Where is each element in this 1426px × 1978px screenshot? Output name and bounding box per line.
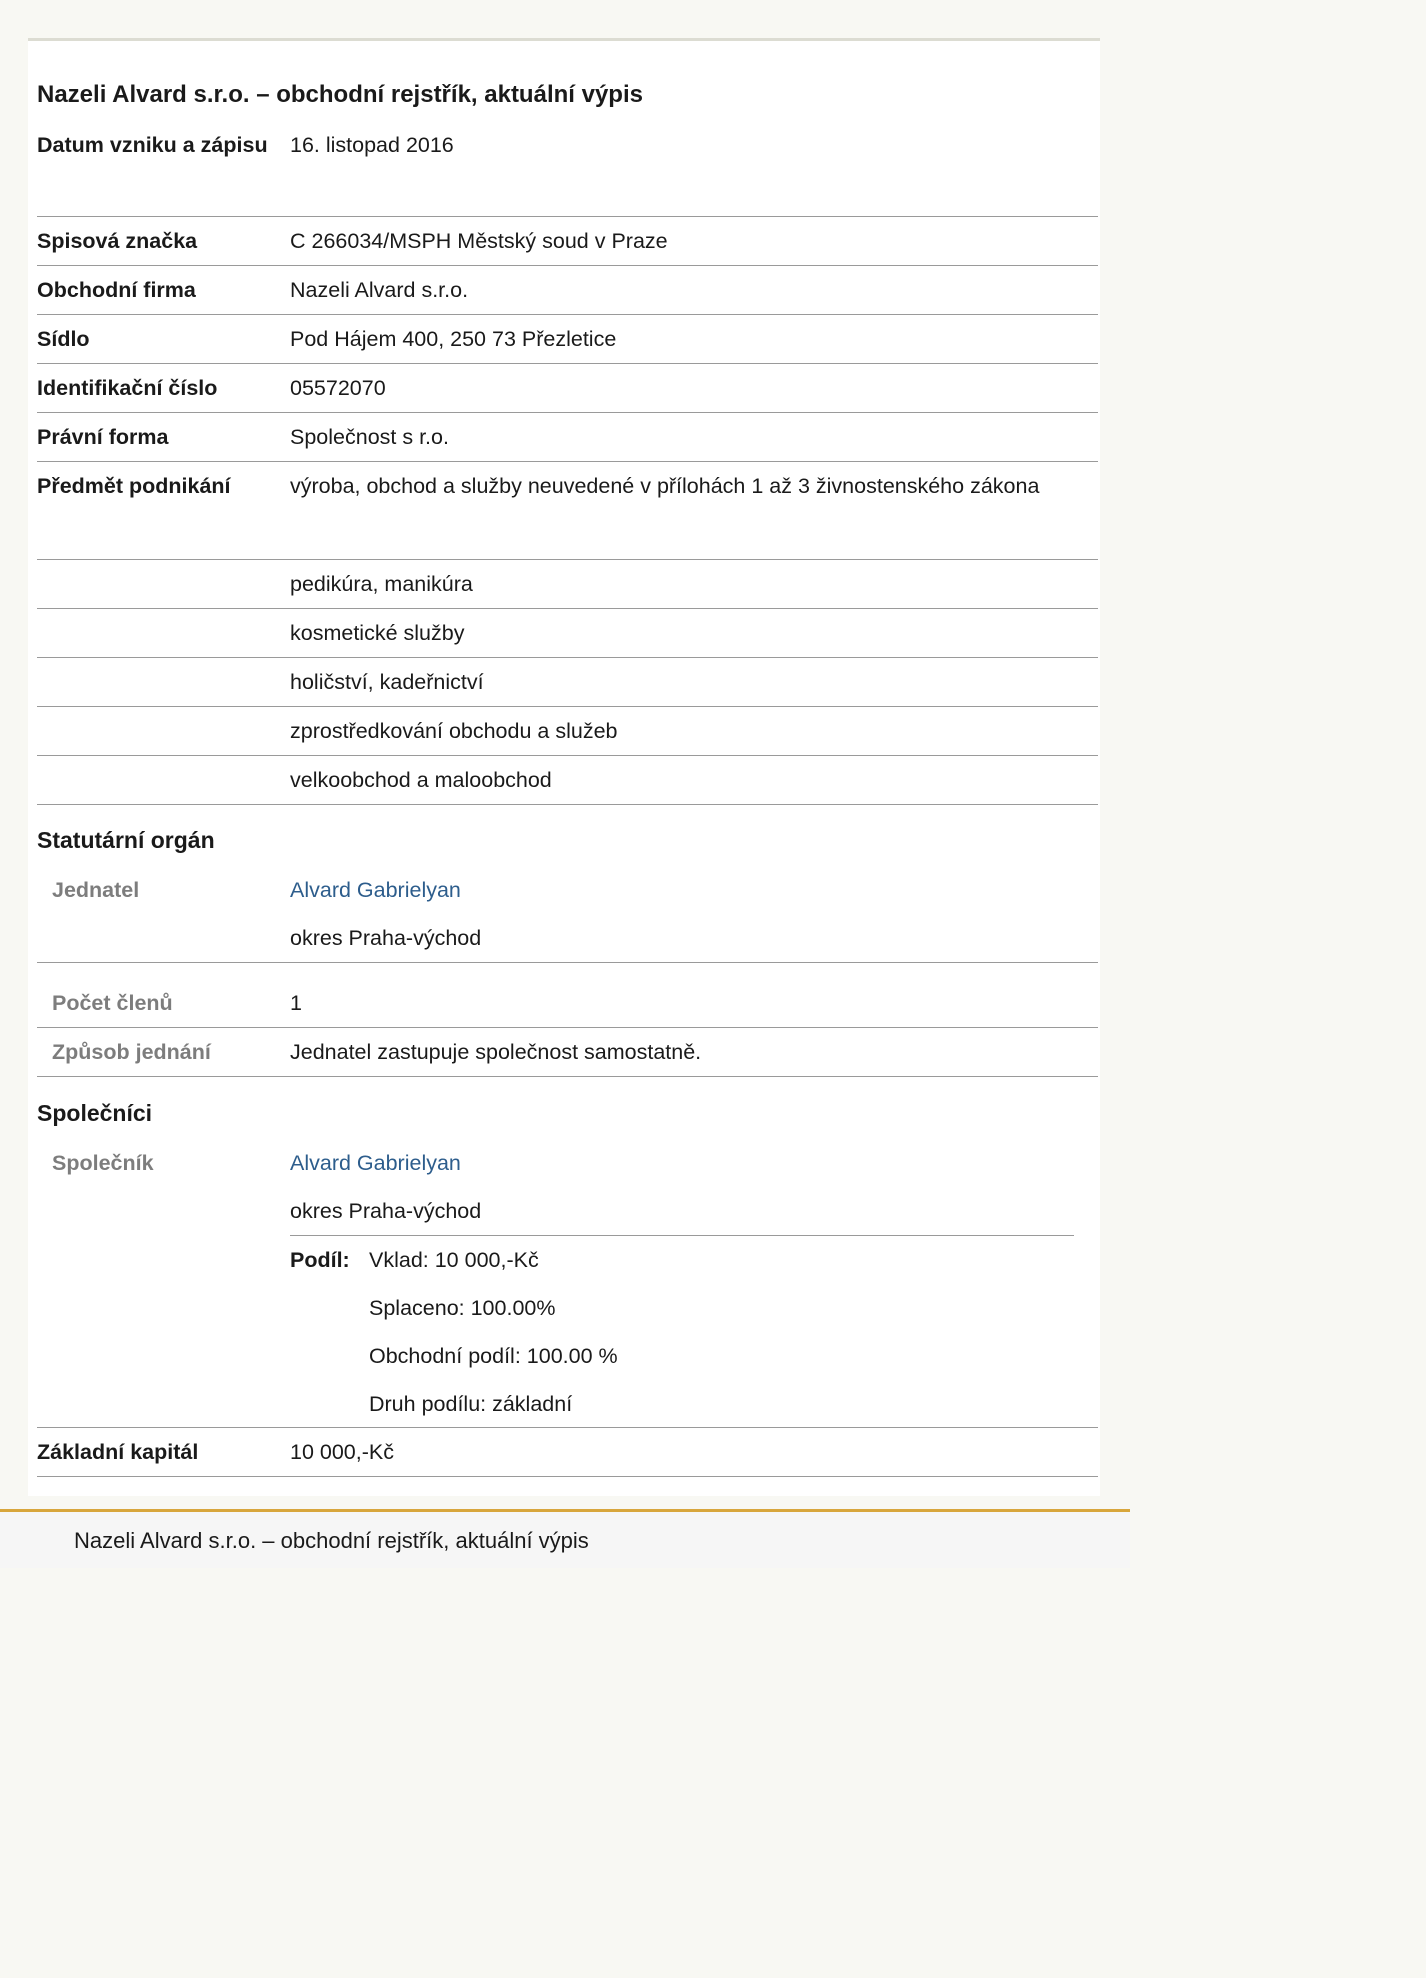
person-address: okres Praha-východ [290, 926, 482, 950]
page-title: Nazeli Alvard s.r.o. – obchodní rejstřík, aktuální výpis [37, 81, 643, 108]
row-label: Jednatel [52, 878, 140, 902]
section-heading-statutarni-organ: Statutární orgán [37, 827, 215, 853]
row-datum-vzniku [37, 121, 1098, 217]
share-label: Podíl: [290, 1248, 350, 1272]
row-label: Společník [52, 1151, 154, 1175]
business-activity: holičství, kadeřnictví [290, 670, 484, 694]
row-value: 05572070 [290, 376, 386, 400]
person-address: okres Praha-východ [290, 1199, 482, 1223]
business-activity: výroba, obchod a služby neuvedené v přílohách 1 až 3 živnostenského zákona [290, 474, 1040, 498]
row-label: Základní kapitál [37, 1440, 199, 1464]
row-obchodni-firma [37, 266, 1098, 315]
row-predmet-item [37, 658, 1098, 707]
row-value: Společnost s r.o. [290, 425, 449, 449]
row-sidlo [37, 315, 1098, 364]
row-value: Jednatel zastupuje společnost samostatně. [290, 1040, 702, 1064]
row-value [290, 866, 1080, 962]
business-activity: zprostředkování obchodu a služeb [290, 719, 618, 743]
person-link-jednatel[interactable]: Alvard Gabrielyan [290, 878, 461, 902]
row-label: Datum vzniku a zápisu [37, 133, 268, 157]
share-vklad: Vklad: 10 000,-Kč [369, 1248, 539, 1272]
row-jednatel [37, 866, 1098, 963]
share-details [369, 1236, 618, 1428]
row-label: Způsob jednání [52, 1040, 211, 1064]
business-activity: velkoobchod a maloobchod [290, 768, 552, 792]
row-spisova-znacka [37, 217, 1098, 266]
row-label: Sídlo [37, 327, 90, 351]
row-value: C 266034/MSPH Městský soud v Praze [290, 229, 668, 253]
row-pravni-forma [37, 413, 1098, 462]
person-link-spolecnik[interactable]: Alvard Gabrielyan [290, 1151, 461, 1175]
page-footer [0, 1509, 1130, 1568]
row-identifikacni-cislo [37, 364, 1098, 413]
row-pocet-clenu [37, 979, 1098, 1028]
share-obchodni-podil: Obchodní podíl: 100.00 % [369, 1344, 618, 1368]
business-activity: pedikúra, manikúra [290, 572, 473, 596]
row-spolecnik [37, 1139, 1098, 1236]
row-value: 1 [290, 991, 302, 1015]
row-predmet-item [37, 609, 1098, 658]
row-label: Spisová značka [37, 229, 198, 253]
row-label: Identifikační číslo [37, 376, 218, 400]
row-label: Obchodní firma [37, 278, 196, 302]
row-label: Počet členů [52, 991, 173, 1015]
row-value: Nazeli Alvard s.r.o. [290, 278, 469, 302]
share-druh-podilu: Druh podílu: základní [369, 1392, 573, 1416]
business-activity: kosmetické služby [290, 621, 465, 645]
row-value: Pod Hájem 400, 250 73 Přezletice [290, 327, 617, 351]
row-value: 10 000,-Kč [290, 1440, 394, 1464]
row-zakladni-kapital [37, 1428, 1098, 1477]
share-splaceno: Splaceno: 100.00% [369, 1296, 556, 1320]
row-label: Předmět podnikání [37, 474, 231, 498]
row-zpusob-jednani [37, 1028, 1098, 1077]
row-value: 16. listopad 2016 [290, 133, 454, 157]
row-predmet-item [37, 560, 1098, 609]
row-predmet-podnikani [37, 462, 1098, 560]
section-heading-spolecnici: Společníci [37, 1100, 153, 1126]
row-predmet-item [37, 707, 1098, 756]
row-predmet-item [37, 756, 1098, 805]
footer-title: Nazeli Alvard s.r.o. – obchodní rejstřík, aktuální výpis [74, 1528, 589, 1553]
row-label: Právní forma [37, 425, 169, 449]
row-value [290, 1139, 1080, 1235]
